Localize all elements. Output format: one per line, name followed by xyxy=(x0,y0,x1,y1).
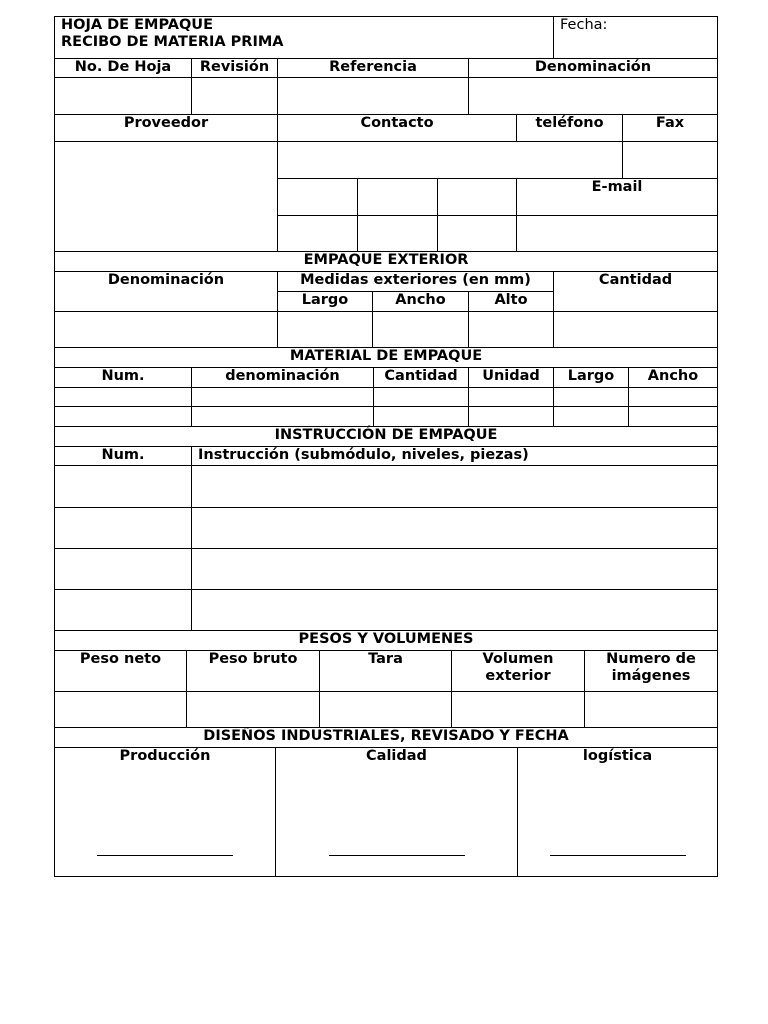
tara-cell[interactable] xyxy=(320,692,452,728)
table-row xyxy=(55,407,718,427)
mat-ancho-cell[interactable] xyxy=(629,388,718,407)
ins-instruccion-header: Instrucción (submódulo, niveles, piezas) xyxy=(192,447,718,466)
contacto-cell-e[interactable] xyxy=(358,216,438,252)
medidas-header: Medidas exteriores (en mm) xyxy=(278,272,554,292)
mat-ancho-header: Ancho xyxy=(629,368,718,388)
proveedor-header: Proveedor xyxy=(55,115,278,142)
referencia-header: Referencia xyxy=(278,59,469,78)
email-header: E-mail xyxy=(517,179,718,216)
disenos-table xyxy=(54,727,718,877)
mat-denominacion-cell[interactable] xyxy=(192,388,374,407)
calidad-label: Calidad xyxy=(366,748,427,764)
ins-num-header: Num. xyxy=(55,447,192,466)
form-title-line1: HOJA DE EMPAQUE xyxy=(61,17,213,33)
table-row xyxy=(55,590,718,631)
contacto-cell[interactable] xyxy=(278,142,623,179)
fecha-field[interactable] xyxy=(554,17,718,59)
volumen-exterior-header xyxy=(452,651,585,692)
mat-cantidad-cell[interactable] xyxy=(374,388,469,407)
ins-instruccion-cell[interactable] xyxy=(192,590,718,631)
pesos-title: PESOS Y VOLUMENES xyxy=(55,631,718,651)
contacto-cell-b[interactable] xyxy=(358,179,438,216)
imagenes-line1: Numero de xyxy=(606,651,696,667)
logistica-signature-line xyxy=(550,855,686,856)
ins-instruccion-cell[interactable] xyxy=(192,466,718,508)
table-row xyxy=(55,549,718,590)
produccion-signature-cell[interactable] xyxy=(55,748,276,877)
contacto-cell-a[interactable] xyxy=(278,179,358,216)
instruccion-title: INSTRUCCIÓN DE EMPAQUE xyxy=(55,427,718,447)
contacto-cell-c[interactable] xyxy=(438,179,517,216)
pesos-volumenes-table xyxy=(54,630,718,728)
mat-ancho-cell[interactable] xyxy=(629,407,718,427)
mat-largo-cell[interactable] xyxy=(554,388,629,407)
revision-header: Revisión xyxy=(192,59,278,78)
fax-header: Fax xyxy=(623,115,718,142)
table-row xyxy=(55,466,718,508)
ins-num-cell[interactable] xyxy=(55,549,192,590)
produccion-signature-line xyxy=(97,855,233,856)
material-empaque-table xyxy=(54,347,718,427)
empaque-exterior-table xyxy=(54,251,718,348)
mat-denominacion-header: denominación xyxy=(192,368,374,388)
numero-imagenes-cell[interactable] xyxy=(585,692,718,728)
mat-largo-header: Largo xyxy=(554,368,629,388)
ins-instruccion-cell[interactable] xyxy=(192,549,718,590)
mat-cantidad-cell[interactable] xyxy=(374,407,469,427)
ext-alto-cell[interactable] xyxy=(469,312,554,348)
volumen-line2: exterior xyxy=(485,668,551,684)
logistica-signature-cell[interactable] xyxy=(518,748,718,877)
mat-cantidad-header: Cantidad xyxy=(374,368,469,388)
ext-alto-header: Alto xyxy=(469,292,554,312)
contacto-cell-f[interactable] xyxy=(438,216,517,252)
volumen-exterior-cell[interactable] xyxy=(452,692,585,728)
mat-unidad-cell[interactable] xyxy=(469,388,554,407)
denominacion-header: Denominación xyxy=(469,59,718,78)
proveedor-cell[interactable] xyxy=(55,142,278,252)
header-table xyxy=(54,16,718,59)
ins-instruccion-cell[interactable] xyxy=(192,508,718,549)
table-row xyxy=(55,388,718,407)
tara-header: Tara xyxy=(320,651,452,692)
mat-unidad-cell[interactable] xyxy=(469,407,554,427)
peso-neto-header: Peso neto xyxy=(55,651,187,692)
instruccion-empaque-table xyxy=(54,426,718,631)
general-info-table xyxy=(54,58,718,115)
peso-neto-cell[interactable] xyxy=(55,692,187,728)
mat-largo-cell[interactable] xyxy=(554,407,629,427)
logistica-label: logística xyxy=(582,748,653,764)
packing-sheet-form xyxy=(54,16,717,877)
ext-cantidad-header: Cantidad xyxy=(554,272,718,312)
ext-ancho-header: Ancho xyxy=(373,292,469,312)
table-row xyxy=(55,508,718,549)
proveedor-table xyxy=(54,114,718,252)
volumen-line1: Volumen xyxy=(482,651,554,667)
telefono-header: teléfono xyxy=(517,115,623,142)
material-empaque-title: MATERIAL DE EMPAQUE xyxy=(55,348,718,368)
fecha-label: Fecha: xyxy=(560,17,608,33)
ext-largo-header: Largo xyxy=(278,292,373,312)
ins-num-cell[interactable] xyxy=(55,590,192,631)
peso-bruto-header: Peso bruto xyxy=(187,651,320,692)
ext-cantidad-cell[interactable] xyxy=(554,312,718,348)
mat-unidad-header: Unidad xyxy=(469,368,554,388)
ins-num-cell[interactable] xyxy=(55,466,192,508)
calidad-signature-cell[interactable] xyxy=(276,748,518,877)
ext-ancho-cell[interactable] xyxy=(373,312,469,348)
peso-bruto-cell[interactable] xyxy=(187,692,320,728)
imagenes-line2: imágenes xyxy=(611,668,691,684)
disenos-title: DISEÑOS INDUSTRIALES, REVISADO Y FECHA xyxy=(55,728,718,748)
mat-denominacion-cell[interactable] xyxy=(192,407,374,427)
fax-cell[interactable] xyxy=(623,142,718,179)
contacto-cell-d[interactable] xyxy=(278,216,358,252)
revision-cell[interactable] xyxy=(192,78,278,115)
produccion-label: Producción xyxy=(119,748,211,764)
email-cell[interactable] xyxy=(517,216,718,252)
ext-denominacion-cell[interactable] xyxy=(55,312,278,348)
denominacion-cell[interactable] xyxy=(469,78,718,115)
ext-denominacion-header: Denominación xyxy=(55,272,278,312)
calidad-signature-line xyxy=(329,855,465,856)
form-title xyxy=(55,17,554,59)
mat-num-cell[interactable] xyxy=(55,407,192,427)
referencia-cell[interactable] xyxy=(278,78,469,115)
no-hoja-cell[interactable] xyxy=(55,78,192,115)
ins-num-cell[interactable] xyxy=(55,508,192,549)
form-title-line2: RECIBO DE MATERIA PRIMA xyxy=(61,34,284,50)
numero-imagenes-header xyxy=(585,651,718,692)
mat-num-header: Num. xyxy=(55,368,192,388)
no-hoja-header: No. De Hoja xyxy=(55,59,192,78)
ext-largo-cell[interactable] xyxy=(278,312,373,348)
mat-num-cell[interactable] xyxy=(55,388,192,407)
empaque-exterior-title: EMPAQUE EXTERIOR xyxy=(55,252,718,272)
contacto-header: Contacto xyxy=(278,115,517,142)
